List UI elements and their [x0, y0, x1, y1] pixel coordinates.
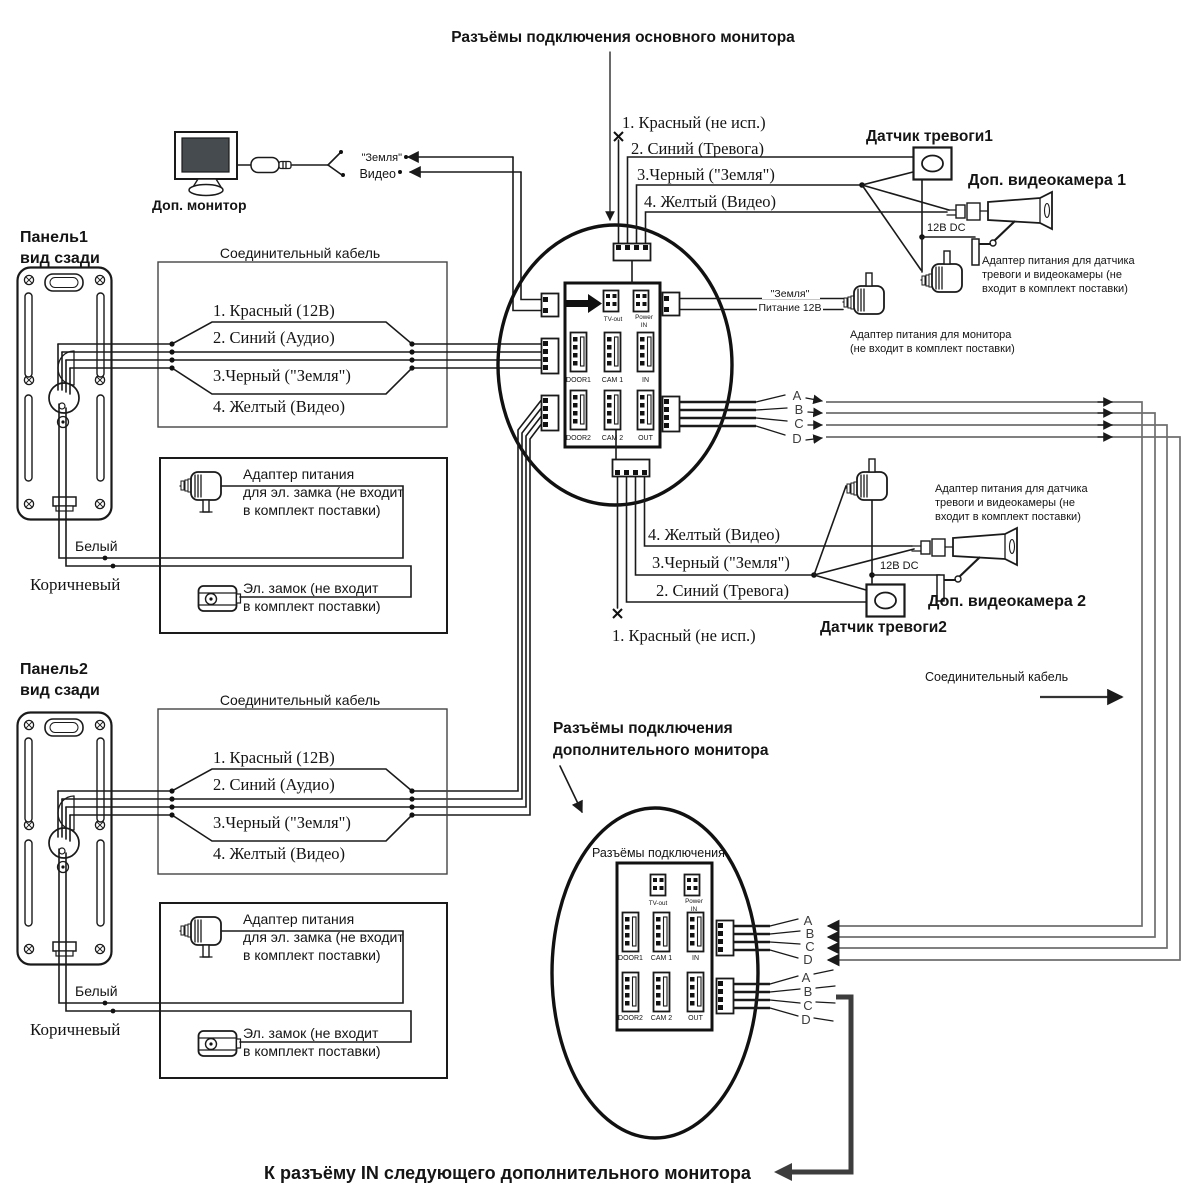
- alarm-sensor1-icon: [914, 148, 952, 180]
- door2-label: DOOR2: [566, 435, 591, 442]
- lock-power-adapter-icon: [180, 472, 221, 512]
- lock-box2: [160, 903, 447, 1078]
- additional-monitor-board: [617, 863, 712, 1030]
- sensor2-adapter-note-l2: тревоги и видеокамеры (не: [935, 497, 1075, 509]
- lock2-lock-l1: Эл. замок (не входит: [243, 1025, 379, 1041]
- tv-out-plug: [542, 294, 559, 317]
- power-in2-label-l1: Power: [685, 898, 703, 905]
- mon2-wire1-label: 1. Красный (не исп.): [612, 626, 756, 645]
- door1-plug: [542, 339, 559, 374]
- tv-out-pointer-arrow: [564, 294, 602, 313]
- cable-box2-title: Соединительный кабель: [219, 692, 381, 708]
- tv-out-label: TV-out: [603, 316, 623, 323]
- additional-title-arrow: [560, 766, 582, 812]
- out1-letter-c: C: [794, 416, 804, 431]
- out2-letter-c: C: [803, 998, 813, 1013]
- brown-wire-label2: Коричневый: [30, 1020, 121, 1039]
- tv-out2-label: TV-out: [648, 900, 668, 907]
- fork-video-label: Видео: [359, 167, 396, 181]
- cable1-wire4-label: 4. Желтый (Видео): [213, 397, 346, 416]
- fork-ground-label: "Земля": [361, 152, 402, 164]
- mon-wire1-label: 1. Красный (не исп.): [622, 113, 766, 132]
- cam2-plug-bottom: [613, 460, 650, 477]
- door1-2-label: DOOR1: [618, 955, 643, 962]
- panel1-title-l2: вид сзади: [20, 250, 100, 267]
- aux-monitor-label: Доп. монитор: [152, 197, 247, 213]
- sensor2-adapter-note-l1: Адаптер питания для датчика: [935, 483, 1088, 495]
- cable2-wire3-label: 3.Черный ("Земля"): [213, 813, 351, 832]
- door1-connector: [571, 333, 587, 372]
- power-in-label-l1: Power: [635, 314, 653, 321]
- cable-box1-title: Соединительный кабель: [219, 245, 381, 261]
- camera2-icon: [912, 528, 1017, 601]
- in2-plug: [717, 921, 734, 956]
- cam1-plug-top: [614, 244, 651, 261]
- cam2-2-connector: [654, 973, 670, 1012]
- cable2-wire1-label: 1. Красный (12В): [213, 748, 335, 767]
- mon2-wire2-label: 2. Синий (Тревога): [656, 581, 789, 600]
- door2-2-label: DOOR2: [618, 1015, 643, 1022]
- out2-label: OUT: [688, 1015, 703, 1022]
- power-in2-label-l2: IN: [690, 906, 698, 913]
- lock1-lock-l1: Эл. замок (не входит: [243, 580, 379, 596]
- cable1-wire1-label: 1. Красный (12В): [213, 301, 335, 320]
- out2-letter-d: D: [801, 1012, 811, 1027]
- out2-letter-b: B: [803, 984, 813, 999]
- lock1-adapter-l3: в комплект поставки): [243, 502, 381, 518]
- mon-wire2-label: 2. Синий (Тревога): [631, 139, 764, 158]
- out2-connector: [688, 973, 704, 1012]
- cam1-label: CAM 1: [601, 377, 624, 384]
- out-plug: [663, 397, 680, 432]
- out1-letter-d: D: [792, 431, 802, 446]
- white-wire-label1: Белый: [75, 538, 118, 554]
- cable1-wire2-label: 2. Синий (Аудио): [213, 328, 335, 347]
- panel2-title-l2: вид сзади: [20, 682, 100, 699]
- camera2-label: Доп. видеокамера 2: [928, 593, 1087, 610]
- rca-plug-icon: [237, 158, 291, 173]
- alarm-sensor1-label: Датчик тревоги1: [866, 128, 993, 145]
- brown-wire-label1: Коричневый: [30, 575, 121, 594]
- cable2-wire2-label: 2. Синий (Аудио): [213, 775, 335, 794]
- mon-wire4-label: 4. Желтый (Видео): [644, 192, 777, 211]
- out1-letter-b: B: [794, 402, 804, 417]
- additional-title-l1: Разъёмы подключения: [553, 720, 733, 737]
- lock2-adapter-l3: в комплект поставки): [243, 947, 381, 963]
- panel2-rear-view: [18, 713, 112, 965]
- lock1-adapter-l2: для эл. замка (не входит: [243, 484, 404, 500]
- electric-lock2-icon: [199, 1031, 241, 1056]
- in-label: IN: [642, 377, 649, 384]
- lock2-adapter-l2: для эл. замка (не входит: [243, 929, 404, 945]
- next-monitor-arrow: [774, 997, 851, 1181]
- tv-out-wires: [408, 157, 541, 311]
- sensor2-adapter-icon: [846, 459, 887, 500]
- power-in-label-l2: IN: [640, 322, 648, 329]
- alarm-sensor2-icon: [867, 585, 905, 617]
- panel1-title-l1: Панель1: [20, 229, 88, 246]
- out1-letter-a: A: [792, 388, 802, 403]
- sensor1-adapter-note-l3: входит в комплект поставки): [982, 283, 1128, 295]
- lock-box1: [160, 458, 447, 633]
- in2-letter-b: B: [805, 926, 815, 941]
- additional-title-l2: дополнительного монитора: [553, 742, 769, 759]
- lock2-lock-l2: в комплект поставки): [243, 1043, 381, 1059]
- door2-connector: [571, 391, 587, 430]
- cam1-2-label: CAM 1: [650, 955, 673, 962]
- out-connector: [638, 391, 654, 430]
- sensor2-adapter-note-l3: входит в комплект поставки): [935, 511, 1081, 523]
- in2-connector: [688, 913, 704, 952]
- out2-bundle-wires: [734, 970, 835, 1021]
- cam1-connector: [605, 333, 621, 372]
- power-plug: [663, 293, 680, 316]
- cam1-2-connector: [654, 913, 670, 952]
- tv-out-connector: [604, 291, 619, 312]
- cable2-wire4-label: 4. Желтый (Видео): [213, 844, 346, 863]
- cam2-connector: [605, 391, 621, 430]
- in2-bundle-wires: [734, 919, 800, 958]
- mon2-wire3-label: 3.Черный ("Земля"): [652, 553, 790, 572]
- aux-monitor-icon: [175, 132, 237, 196]
- monitor-adapter-note-l2: (не входит в комплект поставки): [850, 343, 1015, 355]
- cable1-wire3-label: 3.Черный ("Земля"): [213, 366, 351, 385]
- in2-label: IN: [692, 955, 699, 962]
- cam2-label: CAM 2: [601, 435, 624, 442]
- door2-bundle-wires: [412, 401, 541, 816]
- power-in2-connector: [685, 875, 700, 896]
- adapter-power-label: Питание 12В: [758, 302, 822, 314]
- sensor1-adapter-note-l2: тревоги и видеокамеры (не: [982, 269, 1122, 281]
- lock2-power-adapter-icon: [180, 917, 221, 957]
- cam2-2-label: CAM 2: [650, 1015, 673, 1022]
- out2-plug: [717, 979, 734, 1014]
- board2-inner-title: Разъёмы подключения: [592, 846, 725, 860]
- panel2-title-l1: Панель2: [20, 661, 88, 678]
- door2-2-connector: [623, 973, 639, 1012]
- sensor1-adapter-icon: [921, 251, 962, 292]
- dc1-label: 12В DC: [927, 222, 966, 234]
- bottom-note: К разъёму IN следующего дополнительного монитора: [264, 1163, 751, 1183]
- in2-letter-a: A: [803, 913, 813, 928]
- out-label: OUT: [638, 435, 653, 442]
- in-connector: [638, 333, 654, 372]
- alarm-sensor2-label: Датчик тревоги2: [820, 619, 947, 636]
- sensor1-adapter-note-l1: Адаптер питания для датчика: [982, 255, 1135, 267]
- tv-out2-connector: [651, 875, 666, 896]
- dc2-label: 12В DC: [880, 560, 919, 572]
- camera1-label: Доп. видеокамера 1: [968, 172, 1127, 189]
- lock1-lock-l2: в комплект поставки): [243, 598, 381, 614]
- monitor-adapter-icon: [843, 273, 884, 314]
- monitor-adapter-note-l1: Адаптер питания для монитора: [850, 329, 1012, 341]
- door1-2-connector: [623, 913, 639, 952]
- in2-letter-d: D: [803, 952, 813, 967]
- door2-plug: [542, 396, 559, 431]
- main-monitor-board: [564, 283, 660, 447]
- panel1-rear-view: [18, 268, 112, 520]
- mon-wire3-label: 3.Черный ("Земля"): [637, 165, 775, 184]
- lock2-adapter-l1: Адаптер питания: [243, 911, 355, 927]
- electric-lock-icon: [199, 586, 241, 611]
- cable-right-label: Соединительный кабель: [925, 670, 1069, 684]
- out2-letter-a: A: [801, 970, 811, 985]
- in2-letter-c: C: [805, 939, 815, 954]
- power-in-connector: [634, 291, 649, 312]
- main-title: Разъёмы подключения основного монитора: [451, 29, 795, 46]
- door1-label: DOOR1: [566, 377, 591, 384]
- adapter-ground-label: "Земля": [770, 288, 810, 300]
- lock1-adapter-l1: Адаптер питания: [243, 466, 355, 482]
- mon2-wire4-label: 4. Желтый (Видео): [648, 525, 781, 544]
- white-wire-label2: Белый: [75, 983, 118, 999]
